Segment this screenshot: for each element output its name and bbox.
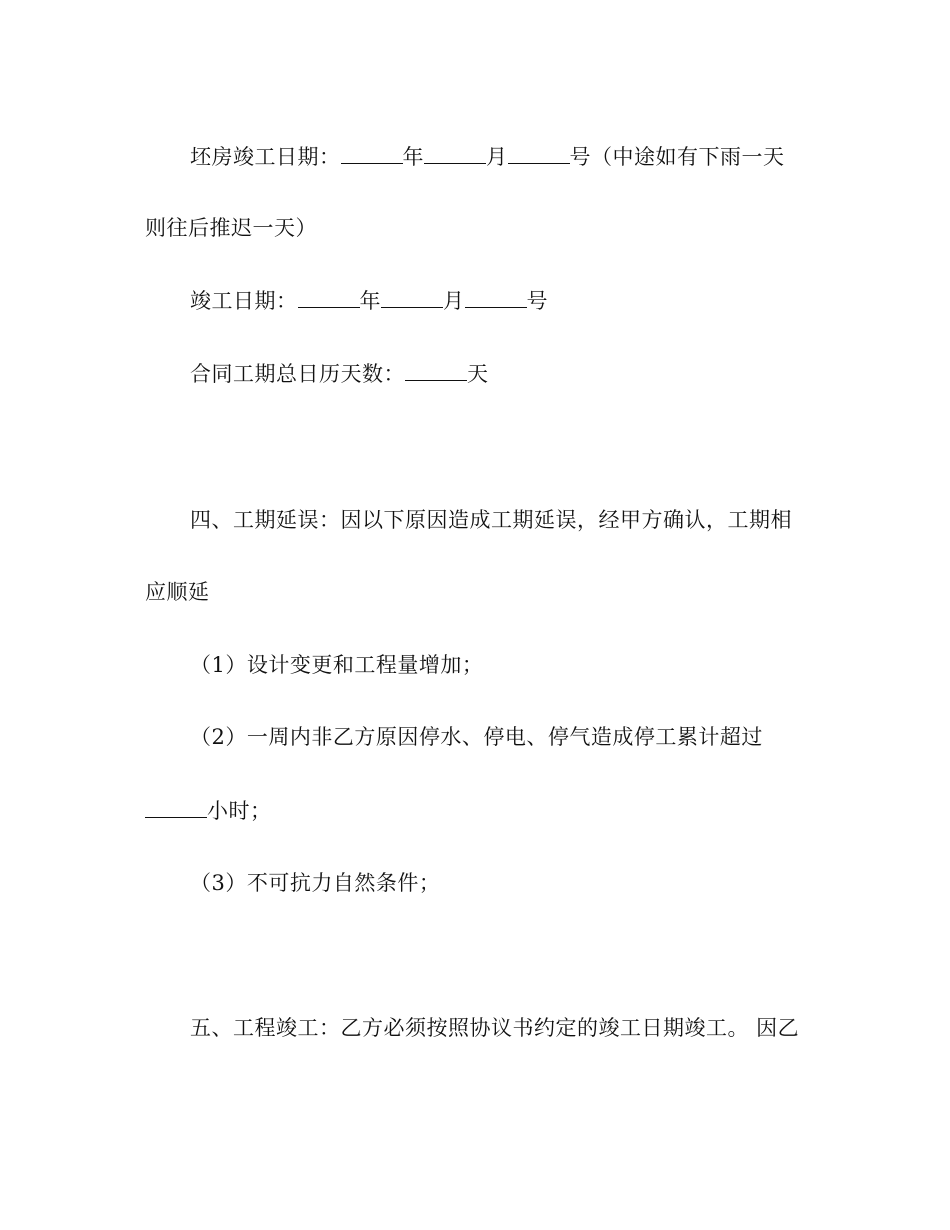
month-unit: 月 (486, 145, 508, 169)
days-unit: 天 (467, 362, 489, 386)
line-label: 合同工期总日历天数： (190, 362, 405, 386)
total-days-line (190, 359, 489, 389)
day-unit: 号 (526, 289, 548, 313)
days-blank (405, 360, 467, 381)
year-blank (341, 143, 403, 164)
month-blank (424, 143, 486, 164)
hours-blank (145, 797, 207, 818)
item3-line: （3）不可抗力自然条件； (190, 871, 441, 895)
section5-heading-line: 五、工程竣工：乙方必须按照协议书约定的竣工日期竣工。 因乙 (190, 1016, 800, 1040)
line-label: 竣工日期： (190, 289, 298, 313)
item2-line: （2）一周内非乙方原因停水、停电、停气造成停工累计超过 (190, 725, 763, 749)
roughhouse-completion-date-line (190, 142, 785, 172)
completion-date-line (190, 286, 548, 316)
section4-heading-line: 四、工期延误：因以下原因造成工期延误，经甲方确认，工期相 (190, 508, 792, 532)
year-unit: 年 (359, 289, 381, 313)
day-blank (508, 143, 570, 164)
hours-unit: 小时； (207, 799, 272, 823)
line-label: 坯房竣工日期： (190, 145, 341, 169)
year-blank (298, 287, 360, 308)
day-blank (465, 287, 527, 308)
roughhouse-completion-cont-line: 则往后推迟一天） (145, 216, 317, 240)
item2-cont-line (145, 796, 272, 826)
section4-cont-line: 应顺延 (145, 580, 210, 604)
month-blank (381, 287, 443, 308)
day-unit-note: 号（中途如有下雨一天 (569, 145, 785, 169)
year-unit: 年 (402, 145, 424, 169)
item1-line: （1）设计变更和工程量增加； (190, 653, 484, 677)
month-unit: 月 (443, 289, 465, 313)
